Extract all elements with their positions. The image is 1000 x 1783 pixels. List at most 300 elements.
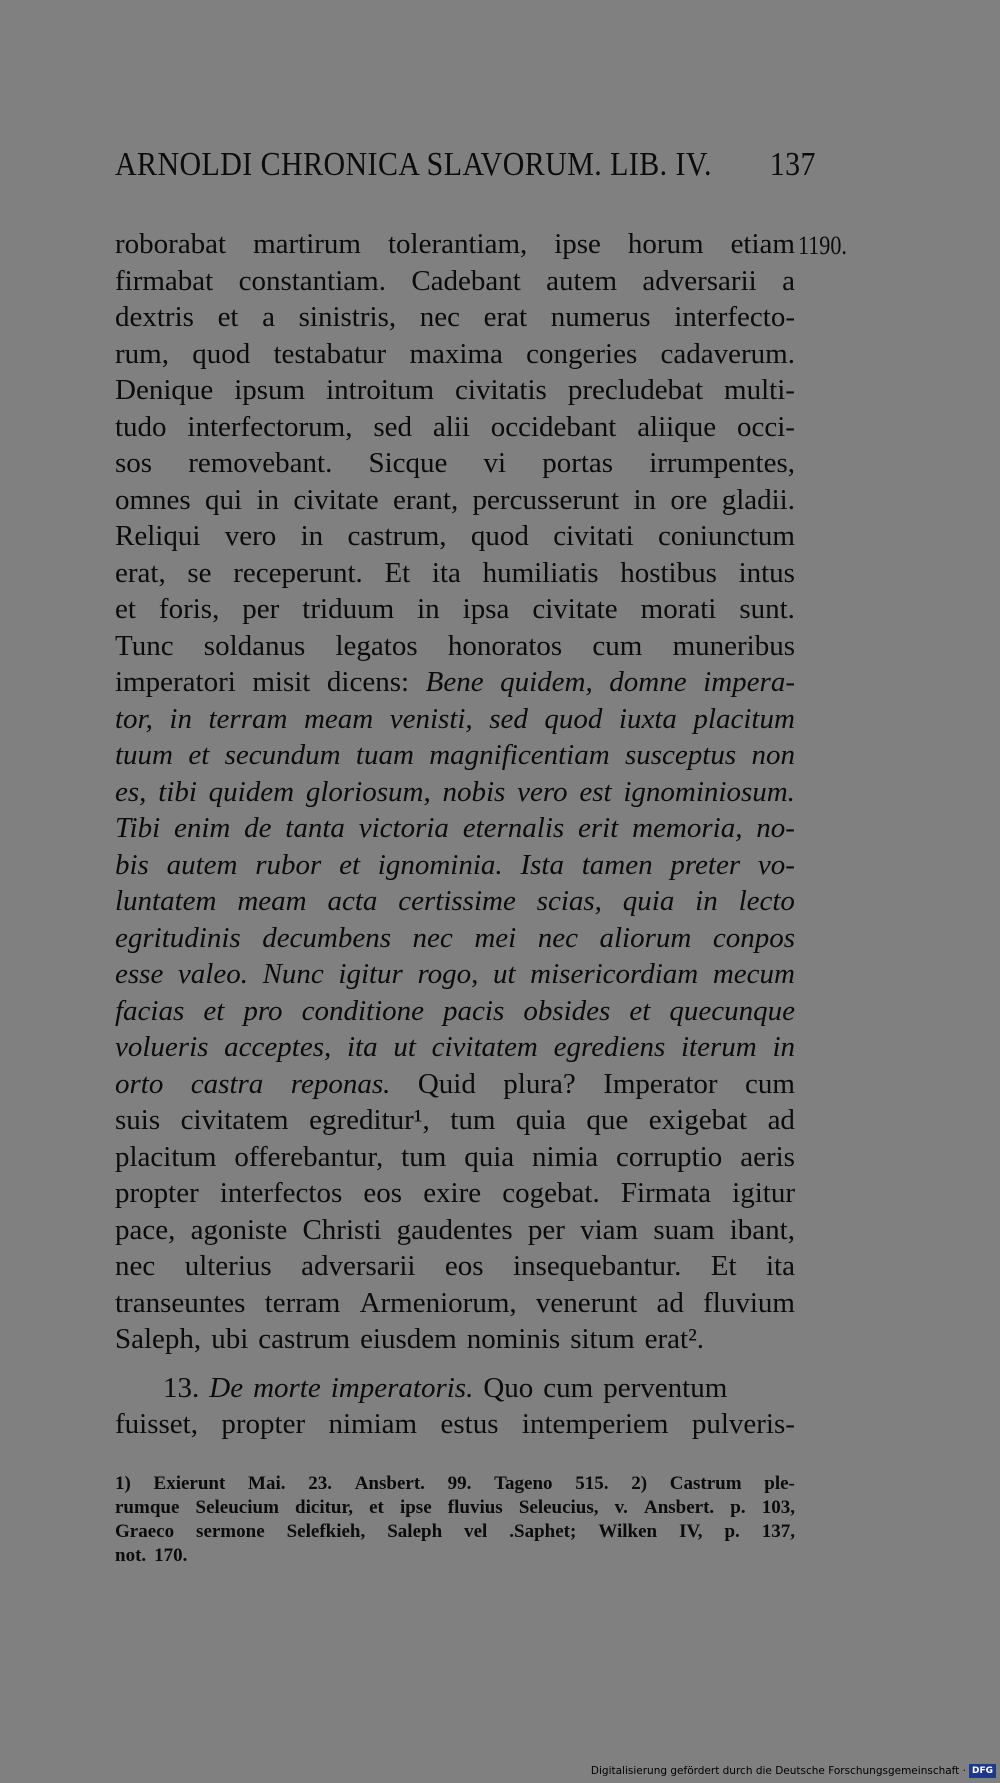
word: tanta [285,812,345,844]
word: nec [537,921,578,954]
word: Quid [417,1067,476,1100]
word: situm [570,1323,635,1355]
word: et [203,994,225,1027]
word: nec [412,921,453,954]
word: rumque [115,1497,180,1518]
word: Ansbert. [643,1497,715,1518]
word: Quo [483,1371,534,1404]
footnote-line [115,1472,795,1496]
word: ut [493,958,516,990]
word: mecum [712,958,795,990]
word: fluvius [447,1497,503,1518]
word: que [586,1104,629,1136]
text-line [115,628,795,665]
word: .Saphet; [509,1521,577,1542]
word: ita [431,556,461,589]
word: insequebantur. [513,1250,682,1282]
word: omnes [115,483,191,516]
word: dextris [115,301,194,333]
word: de [244,812,272,844]
word: impera- [703,666,795,698]
text-line [115,883,795,920]
word: et [629,994,651,1027]
word: misit [252,666,311,698]
word: cogebat. [502,1177,600,1209]
word: Ista [520,848,564,881]
word: Castrum [669,1473,742,1494]
word: aliorum [599,921,692,954]
word: facias [115,994,185,1027]
word: tum [450,1104,496,1136]
word: nimiam [328,1408,418,1440]
word: imperatori [115,666,236,698]
word: agoniste [190,1213,288,1246]
word: Ansbert. [354,1473,425,1494]
word: Armeniorum, [359,1286,517,1319]
word: Graeco [115,1521,175,1542]
word: receperunt. [233,556,363,589]
word: erat, [115,556,166,589]
word: in [633,483,656,516]
word: a [782,264,795,297]
footnotes [115,1472,795,1568]
word: Sicque [368,447,448,479]
word: fluvium [703,1286,795,1319]
word: nimia [532,1140,599,1173]
text-line [115,810,795,847]
word: venisti, [389,702,473,735]
word: aeris [740,1140,795,1173]
page-number: 137 [769,146,816,183]
word: adversarii [642,264,757,297]
word: Firmata [620,1177,712,1209]
word: eos [444,1250,484,1282]
word: interfecto- [674,301,795,333]
text-line [115,1406,795,1443]
word: tum [401,1140,447,1173]
word: rubor [255,848,322,881]
word: tuam [355,739,414,771]
word: tolerantiam, [387,228,528,260]
word: domne [609,666,687,698]
word: ita [766,1250,795,1282]
word: foris, [158,593,220,625]
word: IV, [679,1521,703,1542]
word: Exierunt [153,1473,226,1494]
word: tibi [158,775,197,808]
word: quecunque [669,994,795,1027]
word: pulveris- [691,1408,795,1440]
word: vero [517,775,568,808]
word: Et [710,1250,737,1282]
word: lecto [738,885,795,917]
word: ignominia. [377,848,503,881]
word: pro [243,994,283,1027]
word: gloriosum, [305,775,431,808]
word: Denique [115,374,214,406]
word: triduum [302,593,395,625]
word: morte [253,1371,321,1404]
text-line [115,1139,795,1176]
text-line [115,299,795,336]
word: civitatem [431,1031,538,1063]
word: ut [393,1031,416,1063]
word: exigebat [648,1104,748,1136]
word: qui [205,483,243,516]
word: Bene [425,666,484,698]
text-line [115,774,795,811]
word: suam [653,1213,715,1246]
word: scias, [536,885,602,917]
word: enim [173,812,231,844]
word: decumbens [262,921,392,954]
digitization-credit [591,1762,996,1780]
word: perventum [603,1371,728,1404]
text-line [115,1321,795,1358]
text-line [115,226,795,263]
word: iterum [681,1031,757,1063]
word: intemperiem [521,1408,669,1440]
word: esse [115,958,164,990]
word: rogo, [417,958,479,990]
word: cum [745,1067,795,1100]
word: ita [346,1031,378,1063]
word: in [256,483,279,516]
word: Saleph [387,1521,443,1542]
word: tudo [115,410,167,443]
word: Tageno [494,1473,553,1494]
word: testabatur [273,337,387,370]
word: exire [423,1177,482,1209]
word: eiusdem [360,1323,457,1355]
word: volueris [115,1031,209,1063]
word: 2) [631,1473,648,1494]
word: ipsum [234,374,306,406]
text-line [115,1175,795,1212]
word: vero [224,520,277,552]
word: precludebat [567,374,704,406]
margin-year: 1190. [798,231,847,260]
footnote-line [115,1496,795,1520]
word: legatos [335,629,418,662]
text-line [115,336,795,373]
text-line [115,1212,795,1249]
word: Wilken [598,1521,658,1542]
word: Imperator [603,1067,718,1100]
word: meam [237,885,307,917]
word: placitum [693,702,795,735]
text-line [115,1102,795,1139]
word: valeo. [177,958,248,990]
word: per [242,593,280,625]
word: Christi [302,1213,382,1246]
word: in [300,520,324,552]
word: castrum [258,1323,351,1355]
word: se [187,556,212,589]
word: ad [767,1104,795,1136]
word: morati [640,593,717,625]
word: suis [115,1104,161,1136]
word: dicens: [326,666,410,698]
word: propter [115,1177,199,1209]
footnote-line [115,1520,795,1544]
word: 23. [308,1473,332,1494]
word: interfectos [219,1177,343,1209]
word: conditione [301,994,424,1027]
word: venerunt [535,1286,638,1319]
word: ulterius [184,1250,272,1282]
word: vel [464,1521,488,1542]
word: introitum [326,374,435,406]
word: coniunctum [658,520,795,552]
word: erat². [644,1323,705,1355]
word: ore [670,483,708,516]
word: tamen [581,848,653,881]
word: adversarii [301,1250,416,1282]
text-line [115,847,795,884]
main-text [115,226,795,1443]
text-line [115,518,795,555]
word: secundum [224,739,341,771]
word: sermone [196,1521,265,1542]
word: sinistris, [298,301,397,333]
text-line [115,664,795,701]
word: magnificentiam [429,739,610,771]
word: ubi [211,1323,249,1355]
word: terram [264,1286,341,1319]
word: maxima [409,337,503,370]
word: muneribus [672,629,795,662]
word: Reliqui [115,520,201,552]
dfg-logo: DFG [969,1764,996,1778]
word: no- [756,812,795,844]
word: numerus [550,301,651,333]
word: a [262,301,275,333]
word: p. [724,1521,740,1542]
word: civitatem [180,1104,289,1136]
text-line [115,1029,795,1066]
word: nominis [466,1323,561,1355]
word: quia [622,885,675,917]
word: alii [432,410,470,443]
word: luntatem [115,885,217,917]
text-line [115,1248,795,1285]
word: removebant. [188,447,333,479]
word: cadaverum. [660,337,795,370]
word: quidem [208,775,295,808]
word: et [217,301,239,333]
word: fuisset, [115,1408,198,1440]
word: civitate [532,593,618,625]
word: castrum, [347,520,447,552]
word: orto [115,1067,164,1100]
word: acta [327,885,378,917]
word: nobis [442,775,506,808]
word: 103, [761,1497,795,1518]
text-line [115,409,795,446]
word: bis [115,848,149,881]
paragraph-gap [115,1358,795,1370]
word: iuxta [618,702,677,735]
word: Selefkieh, [286,1521,366,1542]
word: preter [670,848,741,881]
word: percusserunt [472,483,620,516]
word: aliique [637,410,717,443]
credit-text: Digitalisierung gefördert durch die Deutsche Forschungsgemeinschaft · [590,1765,966,1777]
word: Tunc [115,629,174,662]
word: quia [464,1140,515,1173]
word: victoria [358,812,449,844]
word: quod [470,520,529,552]
text-line [115,956,795,993]
word: 13. [163,1371,200,1404]
word: erat [483,301,528,333]
word: conpos [712,921,795,954]
word: soldanus [203,629,306,662]
word: imperatoris. [330,1371,474,1404]
word: castra [190,1067,264,1100]
word: tuum [115,739,173,771]
word: pacis [443,994,505,1027]
word: eos [363,1177,403,1209]
word: interfectorum, [187,410,353,443]
word: meam [303,702,374,735]
text-line [115,1285,795,1322]
word: sunt. [739,593,795,625]
text-line [115,1370,795,1407]
word: 170. [154,1545,188,1566]
word: pace, [115,1213,176,1246]
word: acceptes, [224,1031,332,1063]
word: vo- [757,848,795,881]
word: intus [738,556,795,589]
word: igitur [732,1177,795,1209]
word: rum, [115,337,169,370]
word: dicitur, [295,1497,353,1518]
text-line [115,1066,795,1103]
word: et [188,739,210,771]
word: es, [115,775,147,808]
word: sed [373,410,412,443]
word: ipse [554,228,601,260]
word: autem [166,848,238,881]
word: ignominiosum. [623,775,795,808]
text-line [115,372,795,409]
word: Seleucius, [518,1497,599,1518]
word: Mai. [248,1473,286,1494]
word: placitum [115,1140,217,1173]
text-line [115,445,795,482]
word: egreditur¹, [309,1104,430,1136]
word: in [695,885,718,917]
word: 137, [761,1521,795,1542]
word: 99. [447,1473,472,1494]
word: in [772,1031,795,1063]
word: occidebant [490,410,617,443]
word: et [115,593,136,625]
word: transeuntes [115,1286,246,1319]
word: Et [384,556,411,589]
word: etiam [730,228,795,260]
word: constantiam. [238,264,386,297]
word: erant, [393,483,459,516]
word: civitati [553,520,634,552]
word: De [209,1371,244,1404]
word: p. [730,1497,746,1518]
word: certissime [398,885,516,917]
word: humiliatis [482,556,599,589]
text-line [115,701,795,738]
word: 515. [575,1473,609,1494]
word: erit [578,812,619,844]
word: gladii. [721,483,795,516]
word: viam [580,1213,639,1246]
word: plura? [503,1067,576,1100]
word: sos [115,447,153,479]
word: congeries [526,337,638,370]
word: egrediens [553,1031,666,1063]
word: Seleucium [195,1497,279,1518]
word: non [751,739,795,771]
word: misericordiam [530,958,699,990]
word: nec [419,301,460,333]
word: occi- [736,410,795,443]
word: civitate [293,483,379,516]
word: tor, [115,702,153,735]
text-line [115,263,795,300]
word: vi [483,447,507,479]
word: gaudentes [396,1213,513,1246]
word: ipse [399,1497,432,1518]
word: quod [192,337,251,370]
word: portas [542,447,614,479]
word: ad [656,1286,684,1319]
text-line [115,555,795,592]
running-title: ARNOLDI CHRONICA SLAVORUM. LIB. IV. [115,146,712,183]
word: v. [614,1497,628,1518]
word: memoria, [632,812,743,844]
word: mei [474,921,517,954]
word: ibant, [729,1213,795,1246]
word: honoratos [447,629,563,662]
word: sed [489,702,528,735]
word: Saleph, [115,1323,202,1355]
text-line [115,993,795,1030]
word: ple- [764,1473,795,1494]
word: irrumpentes, [649,447,795,479]
word: estus [440,1408,499,1440]
word: terram [208,702,288,735]
word: per [527,1213,565,1246]
text-line [115,737,795,774]
word: in [169,702,192,735]
word: roborabat [115,228,227,260]
word: est [579,775,612,808]
word: et [339,848,361,881]
text-line [115,482,795,519]
word: offerebantur, [234,1140,384,1173]
word: martirum [253,228,361,260]
word: reponas. [290,1067,391,1100]
word: Cadebant [411,264,521,297]
word: propter [221,1408,306,1440]
word: 1) [115,1473,131,1494]
word: egritudinis [115,921,241,954]
word: Tibi [115,812,161,844]
word: hostibus [620,556,717,589]
text-line [115,920,795,957]
word: multi- [724,374,795,406]
